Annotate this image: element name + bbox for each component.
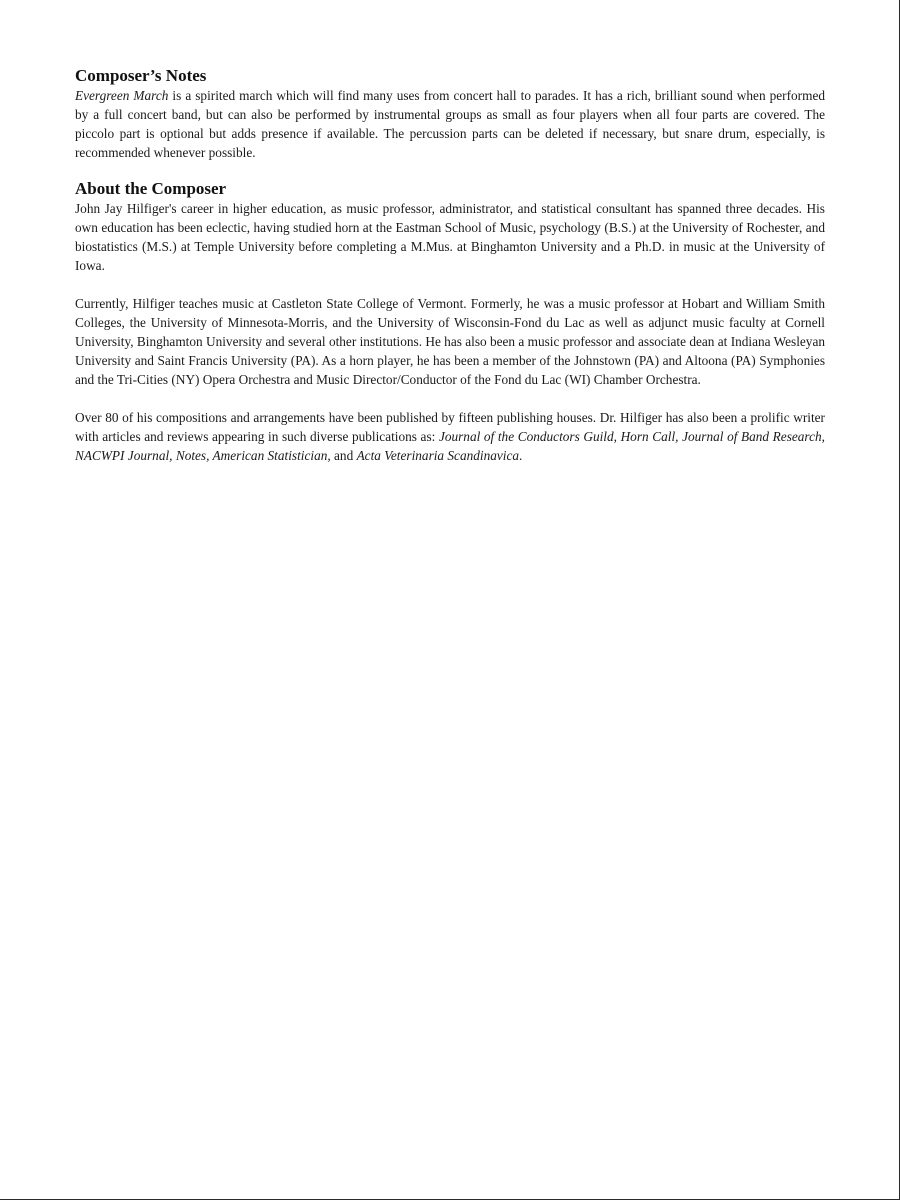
publications-list: Journal of the Conductors Guild, Horn Call, Journal of Band Research, NACWPI Journal, Notes, American Statistician, (75, 429, 825, 463)
about-composer-section (75, 180, 825, 465)
publications-end: . (519, 448, 523, 463)
piece-title: Evergreen March (75, 88, 169, 103)
composers-notes-body: is a spirited march which will find many uses from concert hall to parades. It has a rich, brilliant sound when performed by a full concert band, but can also be performed by instrumental groups as small as four players when all four parts are covered. The piccolo part is optional but adds presence if available. The percussion parts can be deleted if necessary, but snare drum, especially, is recommended whenever possible. (75, 88, 826, 160)
composers-notes-heading: Composer’s Notes (75, 66, 207, 85)
content-column (75, 67, 825, 483)
composers-notes-text (75, 86, 825, 162)
publications-last: Acta Veterinaria Scandinavica (356, 448, 520, 463)
about-paragraph-career: Currently, Hilfiger teaches music at Castleton State College of Vermont. Formerly, he was a music professor at Hobart and William Smith Colleges, the University of Minnesota-Morris, and the University of Wisconsin-Fond du Lac as well as adjunct music faculty at Cornell University, Binghamton University and several other institutions. He has also been a music professor and associate dean at Indiana Wesleyan University and Saint Francis University (PA). As a horn player, he has been a member of the Johnstown (PA) and Altoona (PA) Symphonies and the Tri-Cities (NY) Opera Orchestra and Music Director/Conductor of the Fond du Lac (WI) Chamber Orchestra. (75, 296, 826, 387)
about-paragraph-publications (75, 408, 825, 465)
composers-notes-section (75, 67, 825, 162)
about-composer-heading: About the Composer (75, 179, 227, 198)
about-paragraph-education: John Jay Hilfiger's career in higher education, as music professor, administrator, and statistical consultant has spanned three decades. His own education has been eclectic, having studied horn at the Eastman School of Music, psychology (B.S.) at the University of Rochester, and biostatistics (M.S.) at Temple University before completing a M.Mus. at Binghamton University and a Ph.D. in music at the University of Iowa. (75, 201, 825, 273)
publications-lead: Over 80 of his compositions and arrangements have been published by fifteen publishing houses. Dr. Hilfiger has also been a prolific writer with articles and reviews appearing in such diverse publications as: (75, 410, 825, 444)
publications-and: and (330, 448, 357, 463)
